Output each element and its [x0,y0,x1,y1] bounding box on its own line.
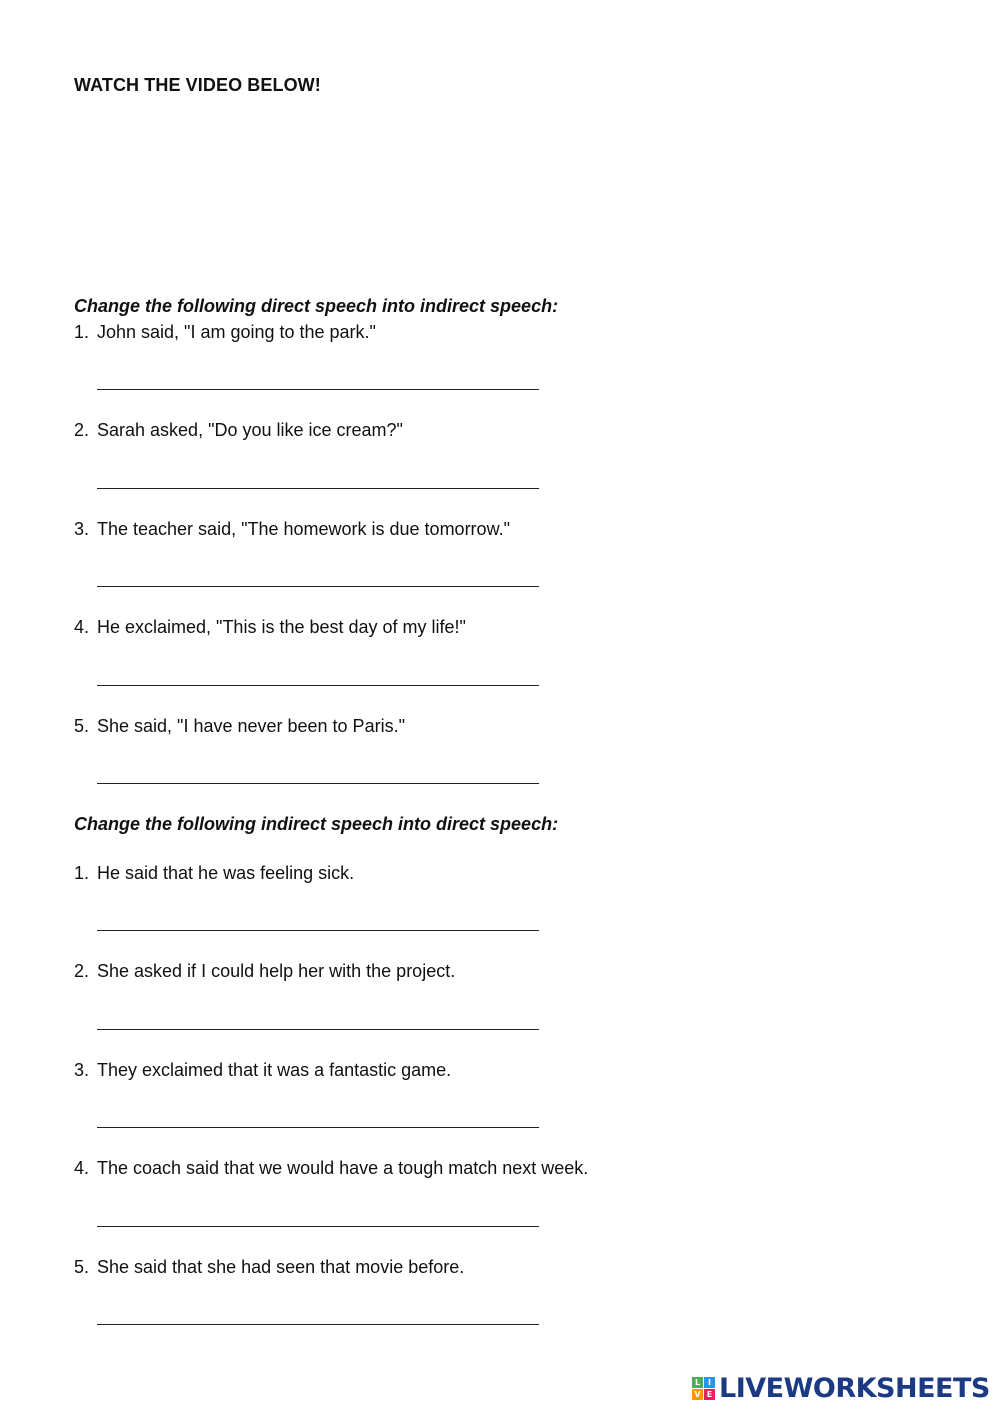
question-text: She said, "I have never been to Paris." [97,716,405,736]
question-text: The coach said that we would have a tough match next week. [97,1158,589,1178]
answer-line[interactable] [97,930,539,931]
answer-line[interactable] [97,488,539,489]
section-heading-direct-to-indirect: Change the following direct speech into indirect speech: [74,296,559,316]
logo-tile: V [692,1389,703,1400]
question-text: He said that he was feeling sick. [97,863,355,883]
answer-line[interactable] [97,783,539,784]
question-text: He exclaimed, "This is the best day of my life!" [97,617,466,637]
question-text: She said that she had seen that movie before. [97,1257,465,1277]
question-number: 1. [74,322,90,342]
question-item [74,420,403,441]
question-number: 3. [74,1060,90,1080]
logo-tile: I [704,1377,715,1388]
answer-line[interactable] [97,586,539,587]
question-item [74,1060,451,1081]
question-number: 2. [74,420,90,440]
question-item [74,863,354,884]
question-item [74,519,510,540]
question-number: 4. [74,1158,90,1178]
question-item [74,1158,588,1179]
answer-line[interactable] [97,685,539,686]
question-number: 3. [74,519,90,539]
question-item [74,716,405,737]
logo-tile: E [704,1389,715,1400]
question-text: John said, "I am going to the park." [97,322,376,342]
answer-line[interactable] [97,1324,539,1325]
brand-wordmark: LIVEWORKSHEETS [719,1373,990,1404]
answer-line[interactable] [97,1127,539,1128]
question-item [74,1257,464,1278]
answer-line[interactable] [97,1029,539,1030]
question-text: Sarah asked, "Do you like ice cream?" [97,420,403,440]
logo-tile: L [692,1377,703,1388]
question-item [74,322,376,343]
question-text: They exclaimed that it was a fantastic game. [97,1060,452,1080]
question-number: 1. [74,863,90,883]
question-text: She asked if I could help her with the project. [97,961,456,981]
answer-line[interactable] [97,1226,539,1227]
question-number: 5. [74,716,90,736]
liveworksheets-logo-icon [692,1377,715,1400]
liveworksheets-brand [692,1373,990,1404]
page-title: WATCH THE VIDEO BELOW! [74,75,321,95]
question-text: The teacher said, "The homework is due tomorrow." [97,519,510,539]
question-number: 5. [74,1257,90,1277]
section-heading-indirect-to-direct: Change the following indirect speech into direct speech: [74,814,559,834]
answer-line[interactable] [97,389,539,390]
question-number: 2. [74,961,90,981]
question-item [74,961,455,982]
question-item [74,617,466,638]
question-number: 4. [74,617,90,637]
